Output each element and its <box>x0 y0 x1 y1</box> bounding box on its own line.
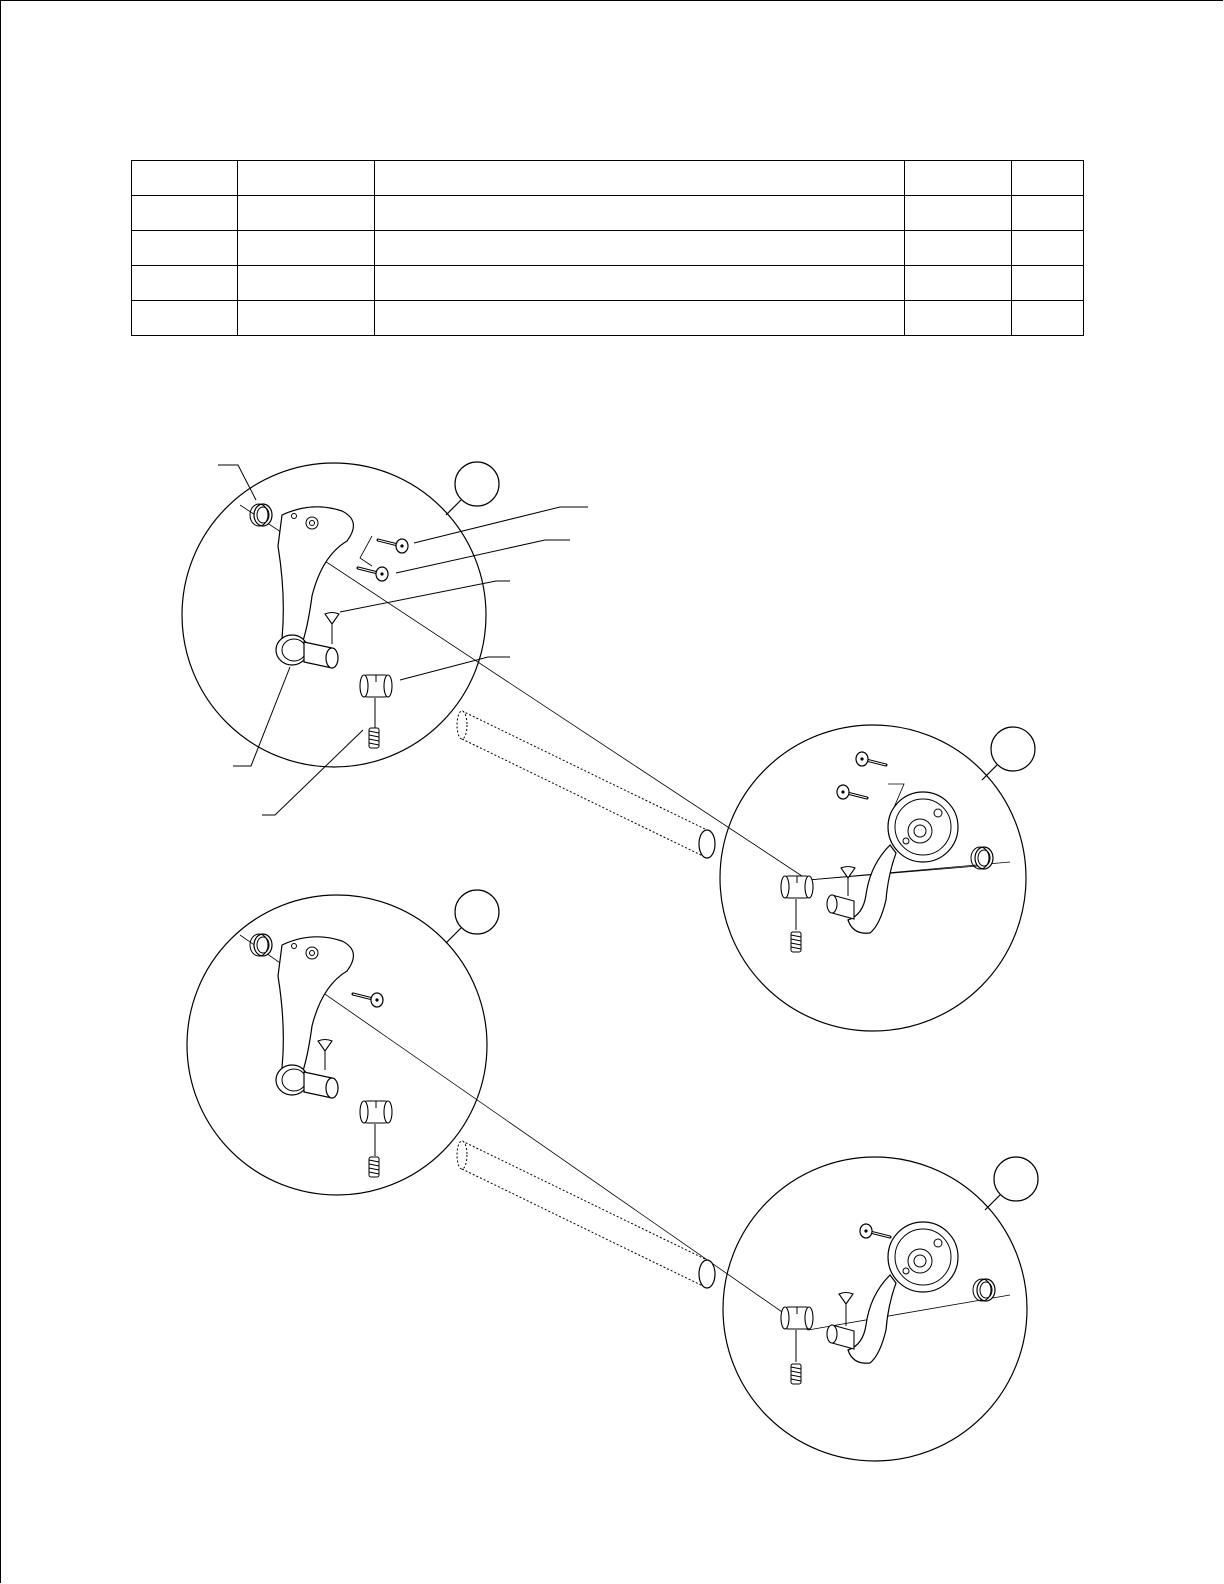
end-ring <box>250 504 272 526</box>
hex-bolt <box>837 785 867 799</box>
end-ring <box>971 847 993 869</box>
detail-badge <box>446 890 499 943</box>
set-screw-spring <box>791 932 801 952</box>
bolt-leader-line <box>360 536 372 566</box>
hex-bolt <box>856 752 886 766</box>
hex-bolt <box>358 567 388 581</box>
shaft-collar <box>360 1101 392 1123</box>
detail-badge <box>985 1157 1038 1210</box>
woodruff-key <box>325 613 339 625</box>
shaft-tube <box>457 1141 715 1288</box>
hex-bolt <box>353 993 383 1007</box>
crank-arm-left <box>276 507 353 668</box>
woodruff-key <box>839 1293 853 1305</box>
shaft-collar <box>360 675 392 697</box>
crank-arm-right <box>827 792 958 933</box>
hex-bolt <box>378 539 408 553</box>
crank-arm-left <box>276 937 353 1098</box>
shaft-collar <box>781 1307 813 1329</box>
shaft-collar <box>781 876 813 898</box>
detail-badge <box>982 727 1035 780</box>
hex-bolt <box>860 1224 890 1238</box>
set-screw-spring <box>369 728 379 748</box>
woodruff-key <box>318 1040 332 1052</box>
end-ring <box>973 1279 995 1301</box>
set-screw-spring <box>791 1364 801 1384</box>
end-ring <box>250 934 272 956</box>
detail-badge <box>446 462 499 515</box>
lower-assembly <box>187 890 1038 1461</box>
set-screw-spring <box>369 1157 379 1177</box>
